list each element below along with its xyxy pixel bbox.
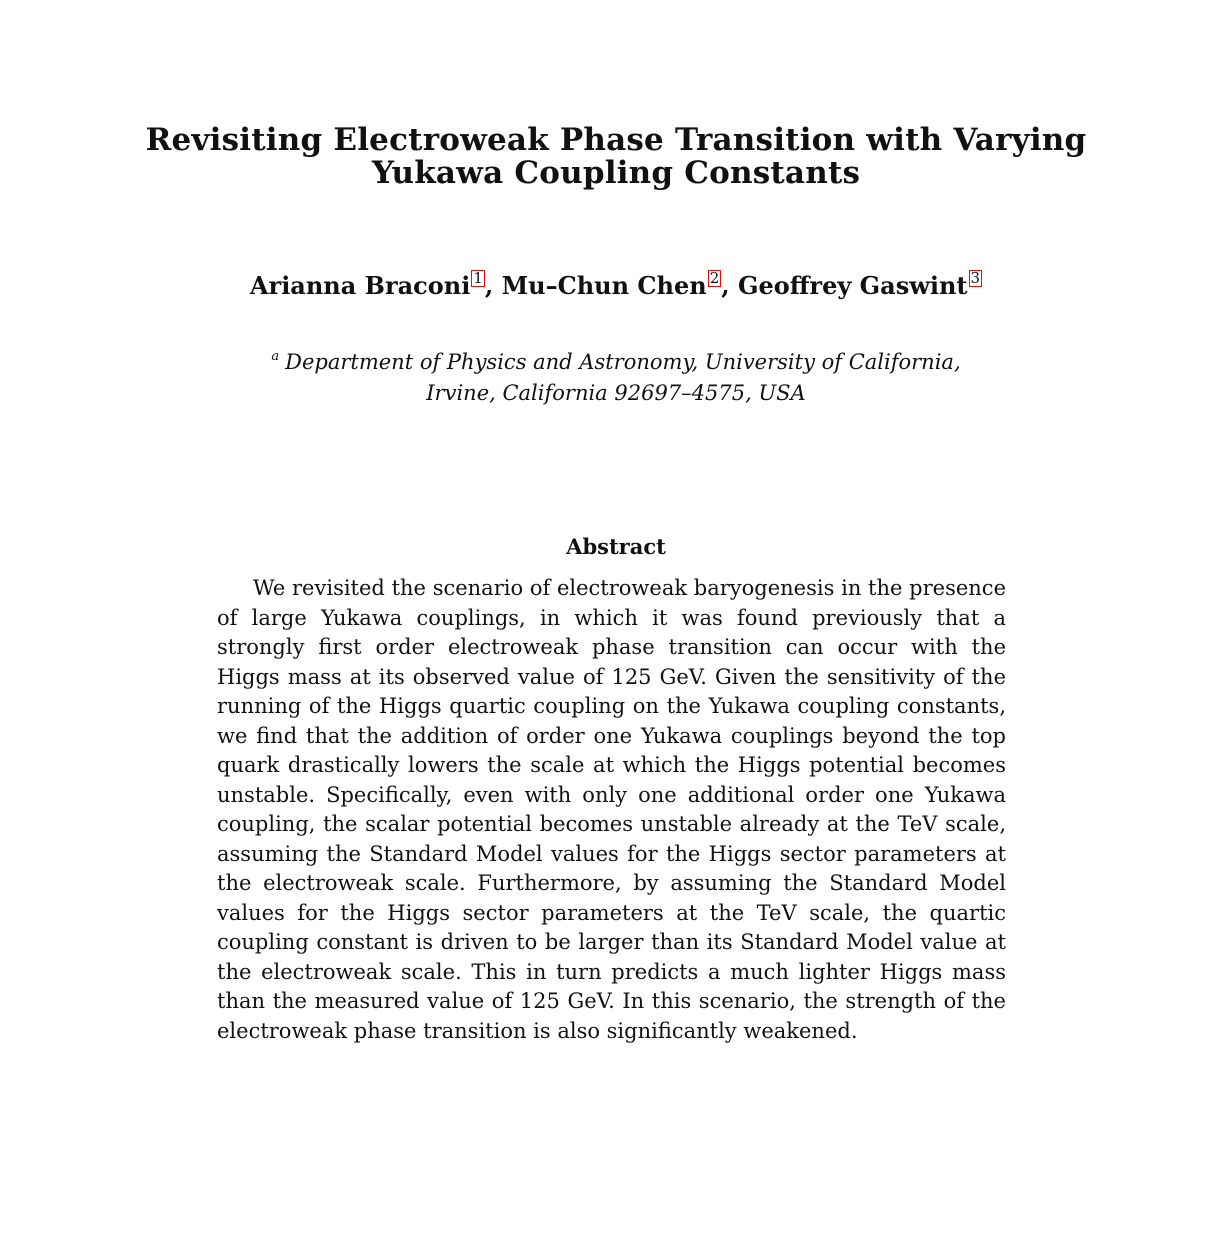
- footnote-link-2[interactable]: 2: [709, 269, 720, 287]
- author-3: [738, 271, 982, 300]
- author-1: [250, 271, 485, 300]
- author-name: Geoffrey Gaswint: [737, 271, 968, 300]
- footnote-link-3[interactable]: 3: [970, 269, 981, 287]
- title-line-2: Yukawa Coupling Constants: [371, 155, 861, 191]
- author-2: [502, 271, 722, 300]
- author-separator: ,: [484, 271, 502, 300]
- affiliation-text-1: Department of Physics and Astronomy, University of California,: [285, 350, 961, 374]
- author-name: Mu–Chun Chen: [501, 271, 707, 300]
- footnote-link-1[interactable]: 1: [473, 269, 483, 287]
- affiliation-line-1: [0, 341, 1232, 378]
- author-name: Arianna Braconi: [249, 271, 471, 300]
- abstract-heading: Abstract: [566, 534, 666, 559]
- affiliation: [0, 341, 1232, 409]
- abstract-body: We revisited the scenario of electroweak baryogenesis in the presence of large Yukawa couplings, in which it was found previously that a strongly first order electroweak phase transition can occur with the Higgs mass at its observed value of 125 GeV. Given the sensitivity of the running of the Higgs quartic coupling on the Yukawa coupling constants, we find that the addition of order one Yukawa couplings beyond the top quark drastically lowers the scale at which the Higgs potential becomes unstable. Specifically, even with only one additional order one Yukawa coupling, the scalar potential becomes unstable already at the TeV scale, assuming the Standard Model values for the Higgs sector parameters at the electroweak scale. Furthermore, by assuming the Standard Model values for the Higgs sector parameters at the TeV scale, the quartic coupling constant is driven to be larger than its Standard Model value at the electroweak scale. This in turn predicts a much lighter Higgs mass than the measured value of 125 GeV. In this scenario, the strength of the electroweak phase transition is also significantly weakened.: [217, 576, 1006, 1043]
- affiliation-marker: a: [271, 349, 280, 364]
- author-list: [0, 270, 1232, 301]
- title-line-1: Revisiting Electroweak Phase Transition with Varying: [145, 122, 1087, 158]
- paper-title: [0, 124, 1232, 190]
- affiliation-line-2: Irvine, California 92697–4575, USA: [426, 381, 806, 405]
- author-separator: ,: [721, 271, 738, 300]
